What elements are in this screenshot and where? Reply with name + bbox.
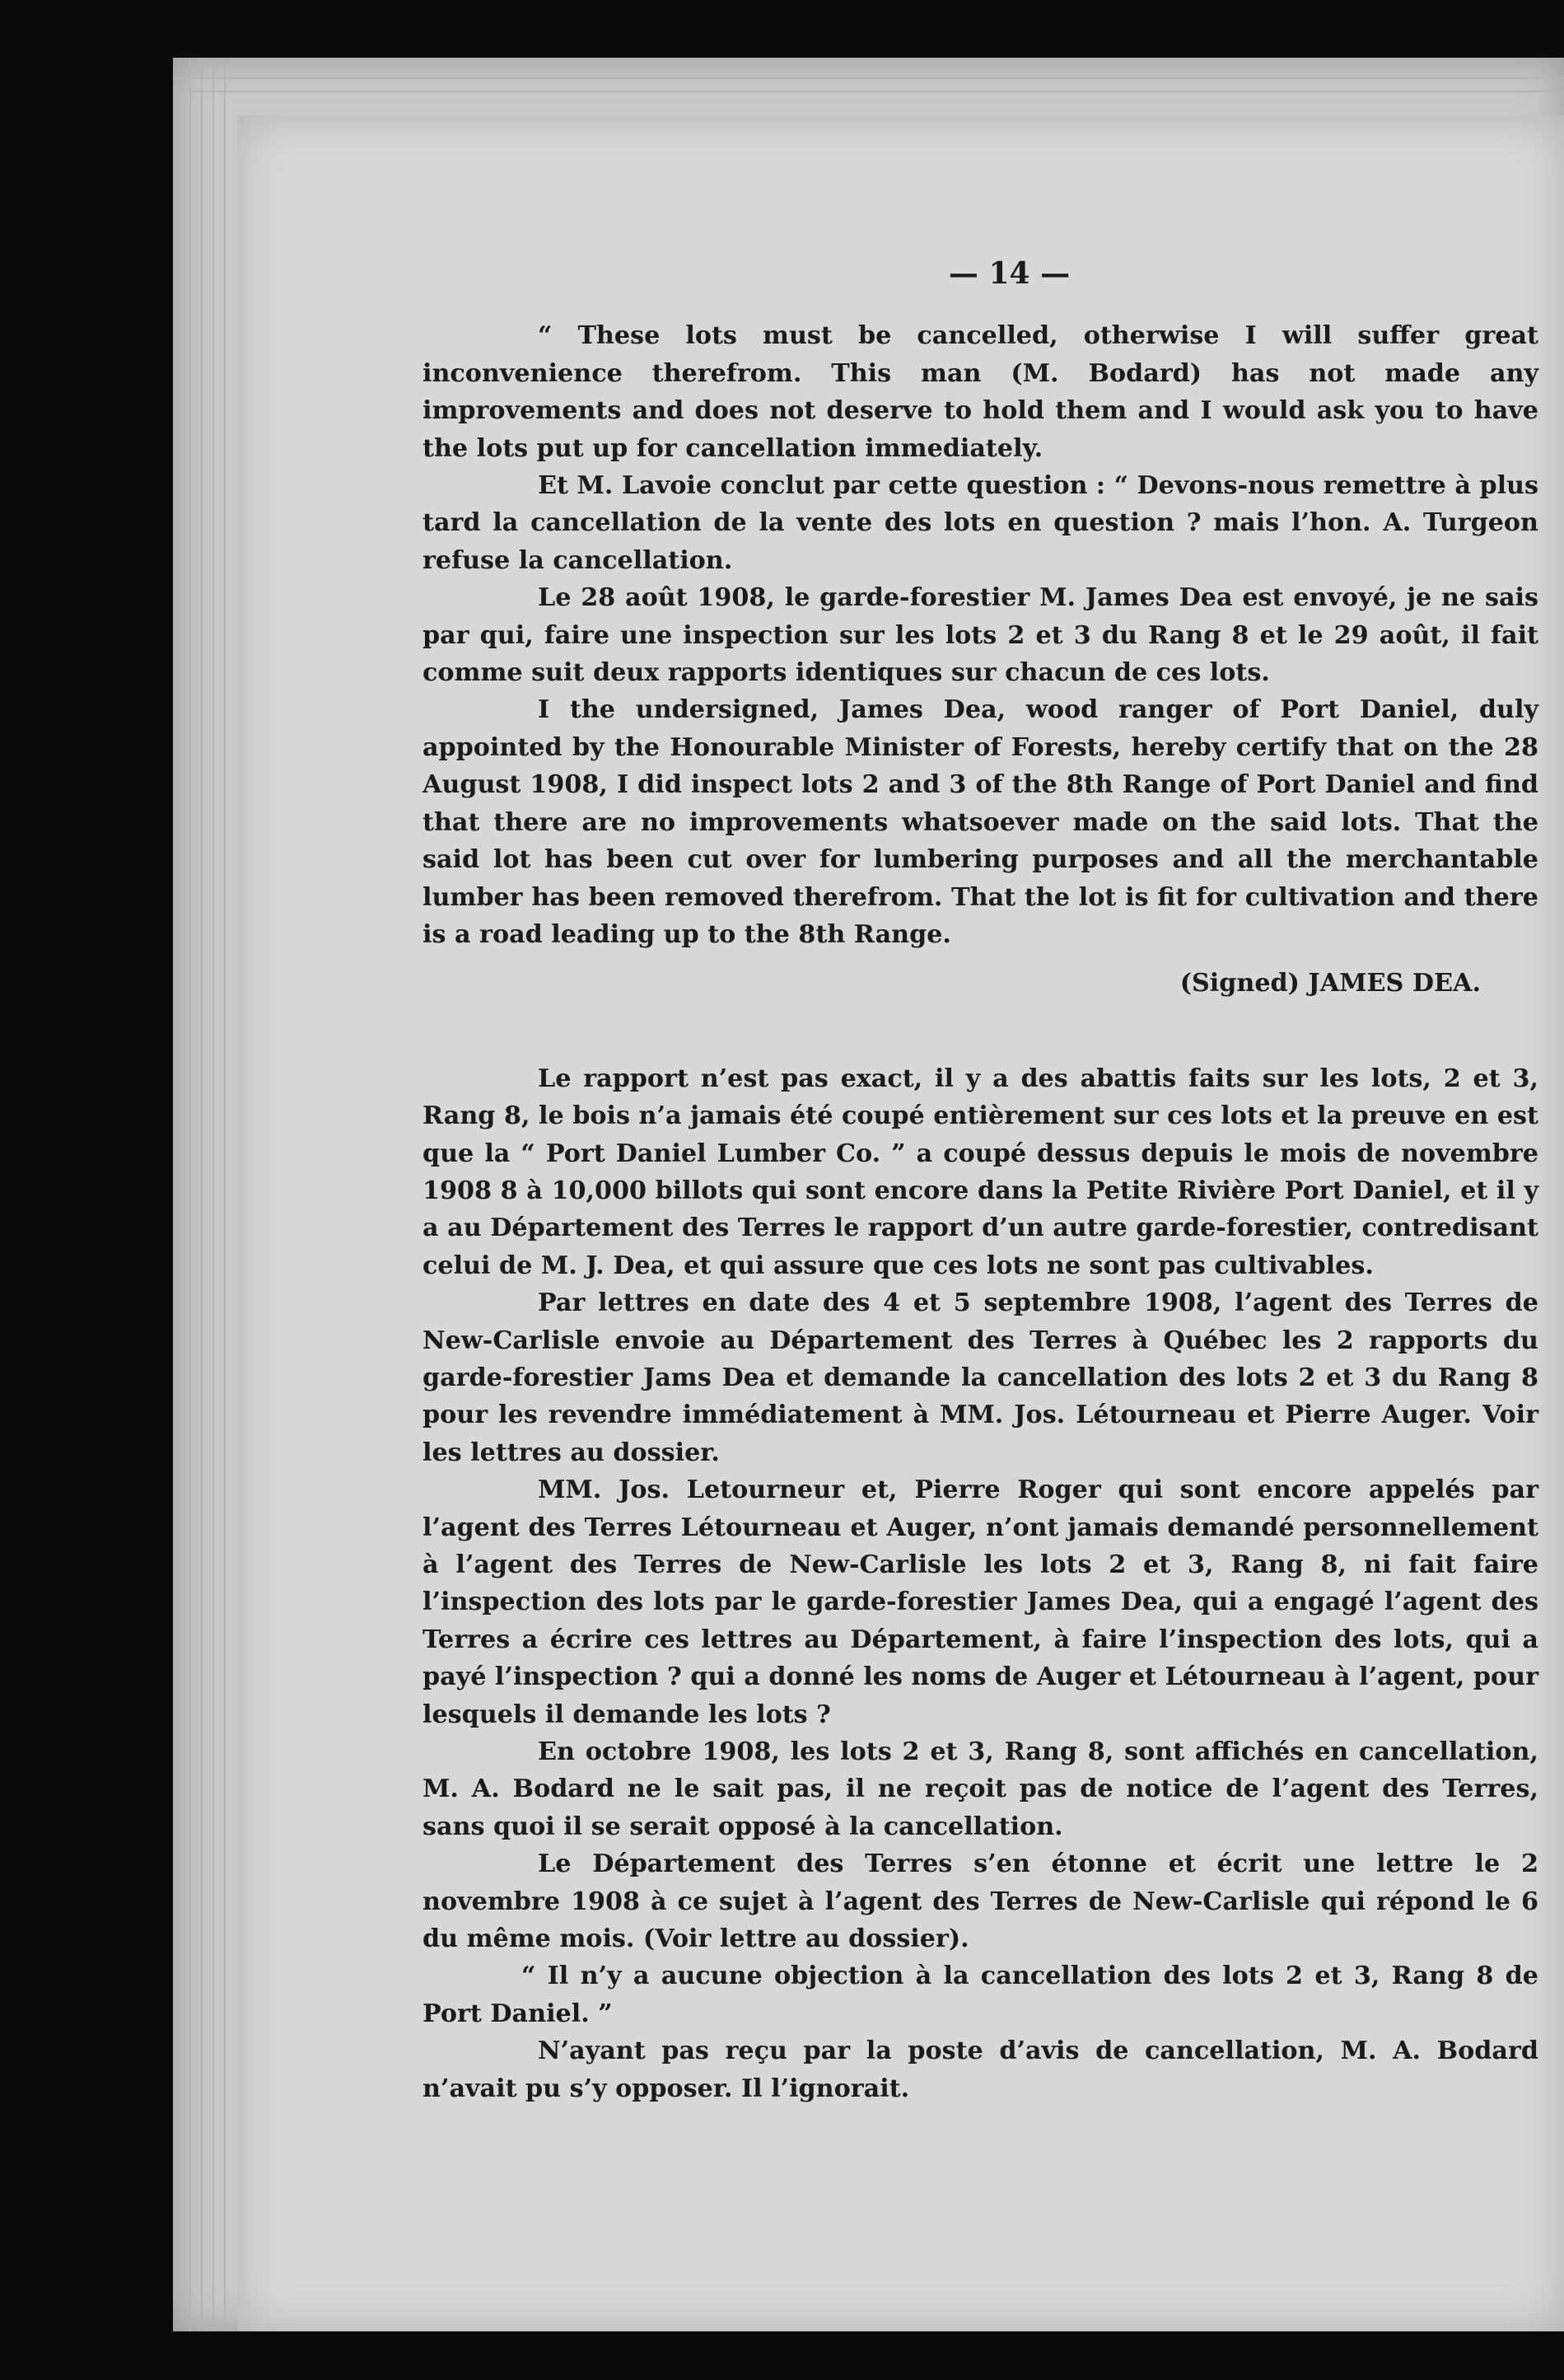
page-number: — 14 — xyxy=(948,256,1071,291)
page-edge xyxy=(224,58,226,2331)
page-edge xyxy=(212,58,214,2331)
signature-line: (Signed) JAMES DEA. xyxy=(1179,969,1481,998)
spacer xyxy=(423,1003,1538,1060)
page-edge xyxy=(173,77,1564,79)
paragraph: Et M. Lavoie conclut par cette question : “ Devons-nous remettre à plus tard la cancellation de la vente des lots en question ? mais l’hon. A. Turgeon refuse la cancellation. xyxy=(423,471,1538,575)
paragraph: En octobre 1908, les lots 2 et 3, Rang 8, sont affichés en cancellation, M. A. Bodard ne le sait pas, il ne reçoit pas de notice de l’agent des Terres, sans quoi il se serait opposé à la cancellation. xyxy=(423,1737,1538,1841)
paragraph: MM. Jos. Letourneur et, Pierre Roger qui sont encore appelés par l’agent des Terres Létourneau et Auger, n’ont jamais demandé personnellement à l’agent des Terres de New-Carlisle les lots 2 et 3, Rang 8, ni fait faire l’inspection des lots par le garde-forestier James Dea, qui a engagé l’agent des Terres a écrire ces lettres au Département, à faire l’inspection des lots, qui a payé l’inspection ? qui a donné les noms de Auger et Létourneau à l’agent, pour lesquels il demande les lots ? xyxy=(423,1475,1538,1729)
paragraph: I the undersigned, James Dea, wood ranger of Port Daniel, duly appointed by the Honourable Minister of Forests, hereby certify that on the 28 August 1908, I did inspect lots 2 and 3 of the 8th Range of Port Daniel and find that there are no improvements whatsoever made on the said lots. That the said lot has been cut over for lumbering purposes and all the merchantable lumber has been removed therefrom. That the lot is fit for cultivation and there is a road leading up to the 8th Range. xyxy=(423,695,1538,949)
paragraph: Le Département des Terres s’en étonne et écrit une lettre le 2 novembre 1908 à ce sujet à l’agent des Terres de New-Carlisle qui répond le 6 du même mois. (Voir lettre au dossier). xyxy=(423,1849,1538,1954)
paragraph: Le 28 août 1908, le garde-forestier M. James Dea est envoyé, je ne sais par qui, faire une inspection sur les lots 2 et 3 du Rang 8 et le 29 août, il fait comme suit deux rapports identiques sur chacun de ces lots. xyxy=(423,583,1538,688)
page-content xyxy=(423,255,1538,2107)
quoted-paragraph: “ Il n’y a aucune objection à la cancellation des lots 2 et 3, Rang 8 de Port Daniel. ” xyxy=(423,1962,1538,2028)
paragraph: Par lettres en date des 4 et 5 septembre 1908, l’agent des Terres de New-Carlisle envoie au Département des Terres à Québec les 2 rapports du garde-forestier Jams Dea et demande la cancellation des lots 2 et 3 du Rang 8 pour les revendre immédiatement à MM. Jos. Létourneau et Pierre Auger. Voir les lettres au dossier. xyxy=(423,1288,1538,1467)
page-edge xyxy=(173,91,1564,92)
page-edge xyxy=(189,58,191,2331)
document-page xyxy=(237,115,1564,2331)
paragraph: Le rapport n’est pas exact, il y a des abattis faits sur les lots, 2 et 3, Rang 8, le bois n’a jamais été coupé entièrement sur ces lots et la preuve en est que la “ Port Daniel Lumber Co. ” a coupé dessus depuis le mois de novembre 1908 8 à 10,000 billots qui sont encore dans la Petite Rivière Port Daniel, et il y a au Département des Terres le rapport d’un autre garde-forestier, contredisant celui de M. J. Dea, et qui assure que ces lots ne sont pas cultivables. xyxy=(423,1064,1538,1280)
paragraph: N’ayant pas reçu par la poste d’avis de cancellation, M. A. Bodard n’avait pu s’y opposer. Il l’ignorait. xyxy=(423,2036,1538,2103)
page-edge xyxy=(201,58,203,2331)
paragraph: “ These lots must be cancelled, otherwise I will suffer great inconvenience therefrom. This man (M. Bodard) has not made any improvements and does not deserve to hold them and I would ask you to have the lots put up for cancellation immediately. xyxy=(423,321,1538,463)
